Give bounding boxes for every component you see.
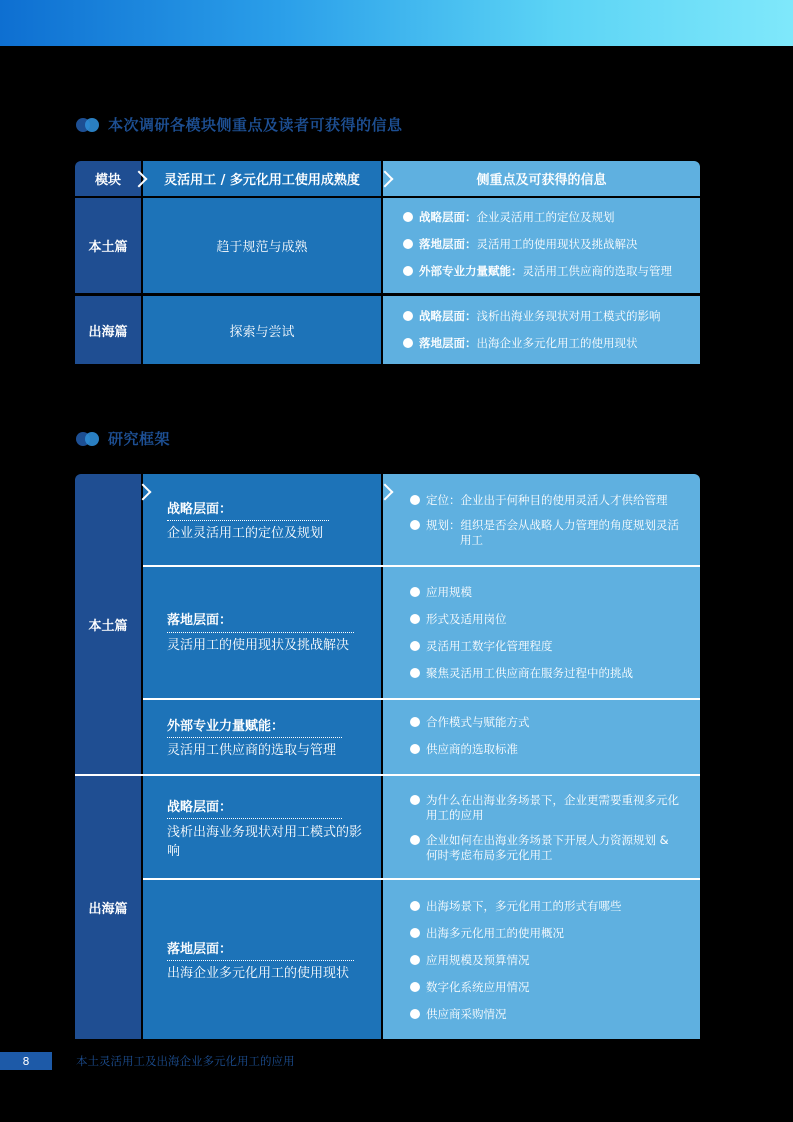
section1-title [76,114,403,135]
list-item: 合作模式与赋能方式 [410,715,682,730]
block-desc: 灵活用工的使用现状及挑战解决 [167,638,350,653]
group-module-bentu: 本土篇 [75,474,141,774]
list-item: 灵活用工数字化管理程度 [410,639,682,654]
row-module-chuhai: 出海篇 [75,296,141,364]
list-item: 出海多元化用工的使用概况 [410,926,682,941]
list-item: 外部专业力量赋能：灵活用工供应商的选取与管理 [403,264,672,279]
block-title: 落地层面： [167,613,233,628]
block-desc: 浅析出海业务现状对用工模式的影响 [167,825,363,859]
section2-title-text: 研究框架 [108,430,171,448]
list-item: 出海场景下，多元化用工的形式有哪些 [410,899,682,914]
dotted-divider [167,960,354,961]
header-info: 侧重点及可获得的信息 [383,161,700,196]
group-module-chuhai: 出海篇 [75,776,141,1039]
list-item: 企业如何在出海业务场景下开展人力资源规划 & 何时考虑布局多元化用工 [410,833,682,863]
info-list [410,793,682,863]
header-maturity: 灵活用工 / 多元化用工使用成熟度 [143,161,381,196]
dotted-divider [167,520,329,521]
list-item: 应用规模 [410,585,682,600]
block-title: 战略层面： [167,800,233,815]
section-bullet-icon [76,118,100,132]
info-list [410,585,682,681]
block-title: 落地层面： [167,942,233,957]
divider [143,565,700,567]
dotted-divider [167,737,342,738]
top-gradient-banner [0,0,793,46]
list-item: 供应商采购情况 [410,1007,682,1022]
list-item: 供应商的选取标准 [410,742,682,757]
list-item: 聚焦灵活用工供应商在服务过程中的挑战 [410,666,682,681]
info-list [410,715,682,757]
list-item: 战略层面：浅析出海业务现状对用工模式的影响 [403,309,661,324]
divider [143,698,700,700]
list-item: 落地层面：出海企业多元化用工的使用现状 [403,336,661,351]
block-desc: 企业灵活用工的定位及规划 [167,526,324,541]
section2-title [76,428,170,449]
row-info-chuhai [383,296,700,364]
dotted-divider [167,818,342,819]
block-desc: 出海企业多元化用工的使用现状 [167,966,350,981]
section1-title-text: 本次调研各模块侧重点及读者可获得的信息 [108,116,403,134]
dotted-divider [167,632,354,633]
list-item: 应用规模及预算情况 [410,953,682,968]
divider [143,878,700,880]
info-list [410,493,682,548]
list-item: 规划：组织是否会从战略人力管理的角度规划灵活用工 [410,518,682,548]
row-maturity-bentu: 趋于规范与成熟 [143,198,381,293]
row-maturity-chuhai: 探索与尝试 [143,296,381,364]
info-list [410,899,682,1022]
block-title: 外部专业力量赋能： [167,719,285,734]
list-item: 形式及适用岗位 [410,612,682,627]
list-item: 定位：企业出于何种目的使用灵活人才供给管理 [410,493,682,508]
footer-title: 本土灵活用工及出海企业多元化用工的应用 [76,1054,295,1068]
list-item: 为什么在出海业务场景下，企业更需要重视多元化用工的应用 [410,793,682,823]
row-module-bentu: 本土篇 [75,198,141,293]
header-module: 模块 [75,161,141,196]
block-desc: 灵活用工供应商的选取与管理 [167,743,337,758]
divider [75,774,700,776]
section-bullet-icon [76,432,100,446]
list-item: 落地层面：灵活用工的使用现状及挑战解决 [403,237,672,252]
block-title: 战略层面： [167,502,233,517]
page-number: 8 [0,1052,52,1070]
row-info-bentu [383,198,700,293]
info-list [403,210,672,279]
info-list [403,309,661,351]
list-item: 数字化系统应用情况 [410,980,682,995]
list-item: 战略层面：企业灵活用工的定位及规划 [403,210,672,225]
